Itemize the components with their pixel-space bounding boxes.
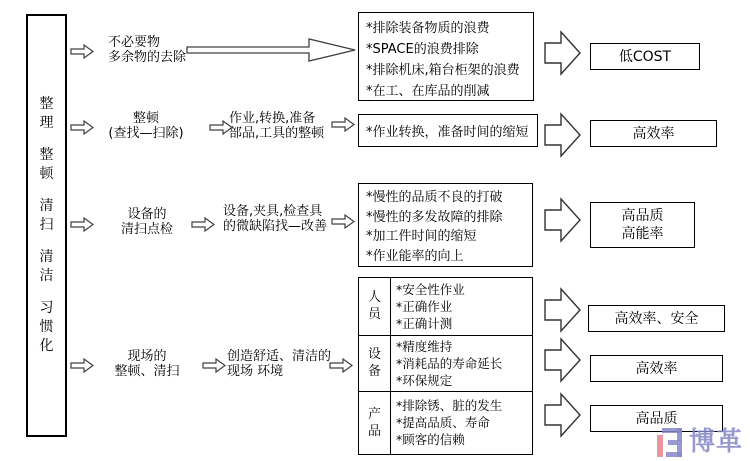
row1-label: 不必要物 多余物的去除: [108, 35, 187, 65]
right-arrow-icon: [70, 44, 95, 59]
row2-label: 整顿 (查找—扫除): [108, 111, 184, 141]
row4-benefits-table: [358, 277, 533, 455]
table-row-people: 人员 *安全性作业 *正确作业 *正确计测: [359, 278, 532, 336]
block-arrow-icon: [544, 30, 582, 76]
outcome-high-quality: 高品质: [590, 405, 723, 432]
five-s-item-shitsuke: 习惯化: [39, 300, 54, 354]
right-arrow-icon: [331, 117, 356, 132]
outcome-high-efficiency: 高效率: [590, 120, 717, 147]
right-arrow-icon: [202, 358, 227, 373]
five-s-item-seiso: 清扫: [39, 198, 54, 233]
right-arrow-icon: [70, 120, 95, 135]
table-header-product: 产品: [359, 392, 391, 454]
long-right-arrow-icon: [186, 36, 358, 64]
table-row-product: 产品 *排除锈、脏的发生 *提高品质、寿命 *顾客的信赖: [359, 392, 532, 454]
right-arrow-icon: [191, 217, 216, 232]
row1-benefits-box: *排除装备物质的浪费 *SPACE的浪费排除 *排除机床,箱台柜架的浪费 *在工、在库品的削减: [358, 12, 534, 101]
block-arrow-icon: [544, 392, 582, 438]
row4-label: 现场的 整顿、清扫: [114, 349, 180, 379]
row3-label: 设备的 清扫点检: [120, 207, 173, 237]
outcome-high-efficiency-2: 高效率: [590, 355, 723, 382]
right-arrow-icon: [329, 358, 354, 373]
block-arrow-icon: [544, 337, 582, 383]
boge-logo-text: 博革: [689, 427, 744, 457]
boge-logo: [656, 427, 743, 458]
block-arrow-icon: [544, 112, 582, 158]
right-arrow-icon: [331, 214, 356, 229]
five-s-item-seiketsu: 清洁: [39, 249, 54, 284]
row2-benefits-box: *作业转换，准备时间的缩短: [358, 114, 538, 147]
right-arrow-icon: [70, 217, 95, 232]
row3-benefits-box: *慢性的品质不良的打破 *慢性的多发故障的排除 *加工件时间的缩短 *作业能率的向上: [358, 183, 533, 267]
table-header-equipment: 设备: [359, 336, 391, 391]
right-arrow-icon: [70, 358, 95, 373]
outcome-efficiency-safety: 高效率、安全: [588, 305, 725, 332]
row3-action: 设备,夹具,检查具 的微缺陷找—改善: [223, 204, 328, 234]
table-header-people: 人员: [359, 278, 391, 335]
row4-action: 创造舒适、清洁的 现场 环境: [227, 349, 332, 379]
five-s-item-seiton: 整顿: [39, 147, 54, 182]
five-s-item-seiri: 整理: [39, 96, 54, 131]
block-arrow-icon: [544, 287, 582, 333]
outcome-high-quality-rate: 高品质 高能率: [590, 202, 695, 248]
row2-action: 作业,转换,准备 部品,工具的整顿: [229, 111, 325, 141]
table-row-equipment: 设备 *精度维持 *消耗品的寿命延长 *环保规定: [359, 336, 532, 392]
five-s-column: [26, 14, 67, 437]
outcome-low-cost: 低COST: [590, 43, 700, 70]
block-arrow-icon: [544, 197, 582, 243]
boge-logo-icon: [656, 427, 686, 458]
